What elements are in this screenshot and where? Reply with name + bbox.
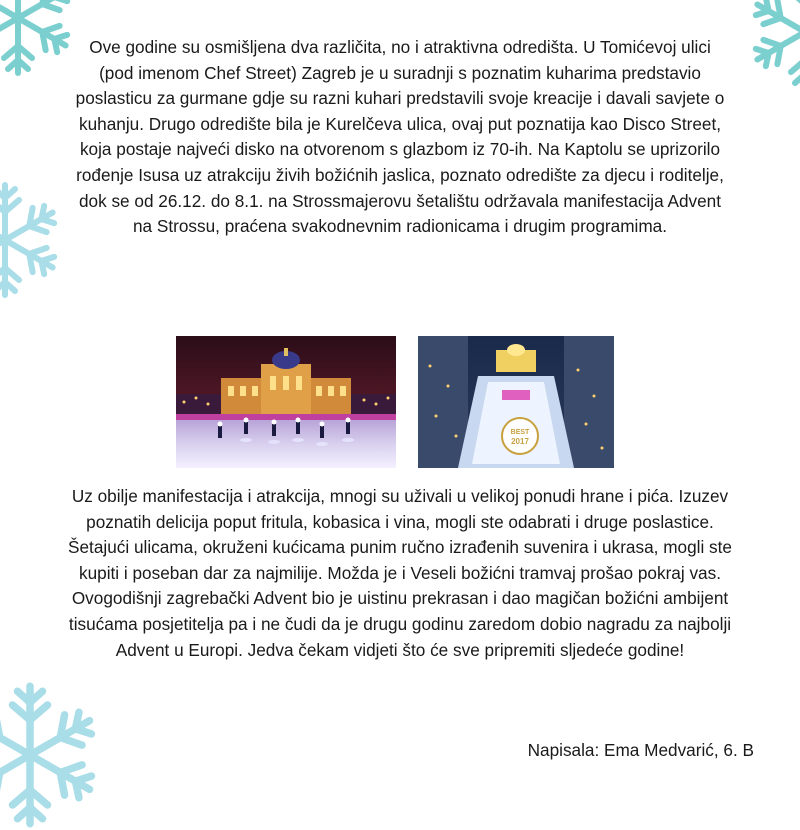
snowflake-icon-top-left [0, 0, 78, 78]
article-paragraph-1: Ove godine su osmišljena dva različita, no i atraktivna odredišta. U Tomićevoj ulici (pod imenom Chef Street) Zagreb je u suradnji s poznatim kuharima predstavio poslasticu za gurmane gdje su razni kuhari predstavili svoje kreacije i davali savjete o kuhanju. Drugo odredište bila je Kurelčeva ulica, ovaj put poznatija kao Disco Street, koja postaje najveći disko na otvorenom s glazbom iz 70-ih. Na Kaptolu se uprizorilo rođenje Isusa uz atrakciju živih božićnih jaslica, poznato odredište za djecu i roditelje, dok se od 26.12. do 8.1. na Strossmajerovu šetalištu održavala manifestacija Advent na Strossu, praćena svakodnevnim radionicama i drugim programima. [75, 37, 725, 237]
photo-aerial-rink [418, 336, 614, 468]
snowflake-icon-mid-left [0, 180, 65, 300]
badge-text-best: BEST [510, 429, 530, 436]
badge-text-year: 2017 [511, 437, 529, 446]
snowflake-icon-bottom-left [0, 680, 105, 830]
article-paragraph-2: Uz obilje manifestacija i atrakcija, mnogi su uživali u velikoj ponudi hrane i pića. Izuzev poznatih delicija poput fritula, kobasica i vina, mogli ste odabrati i druge poslastice. Šetajući ulicama, okruženi kućicama punim ručno izrađenih suvenira i ukrasa, mogli ste kupiti i poseban dar za najmilije. Možda je i Veseli božićni tramvaj prošao pokraj vas. Ovogodišnji zagrebački Advent bio je uistinu prekrasan i dao magičan božićni ambijent tisućama posjetitelja pa i ne čudi da je drugu godinu zaredom dobio nagradu za najbolji Advent u Europi. Jedva čekam vidjeti što će sve pripremiti sljedeće godine! [68, 486, 732, 660]
author-signature: Napisala: Ema Medvarić, 6. B [527, 740, 754, 760]
snowflake-icon-top-right [745, 0, 800, 92]
photo-ice-rink [176, 336, 396, 468]
